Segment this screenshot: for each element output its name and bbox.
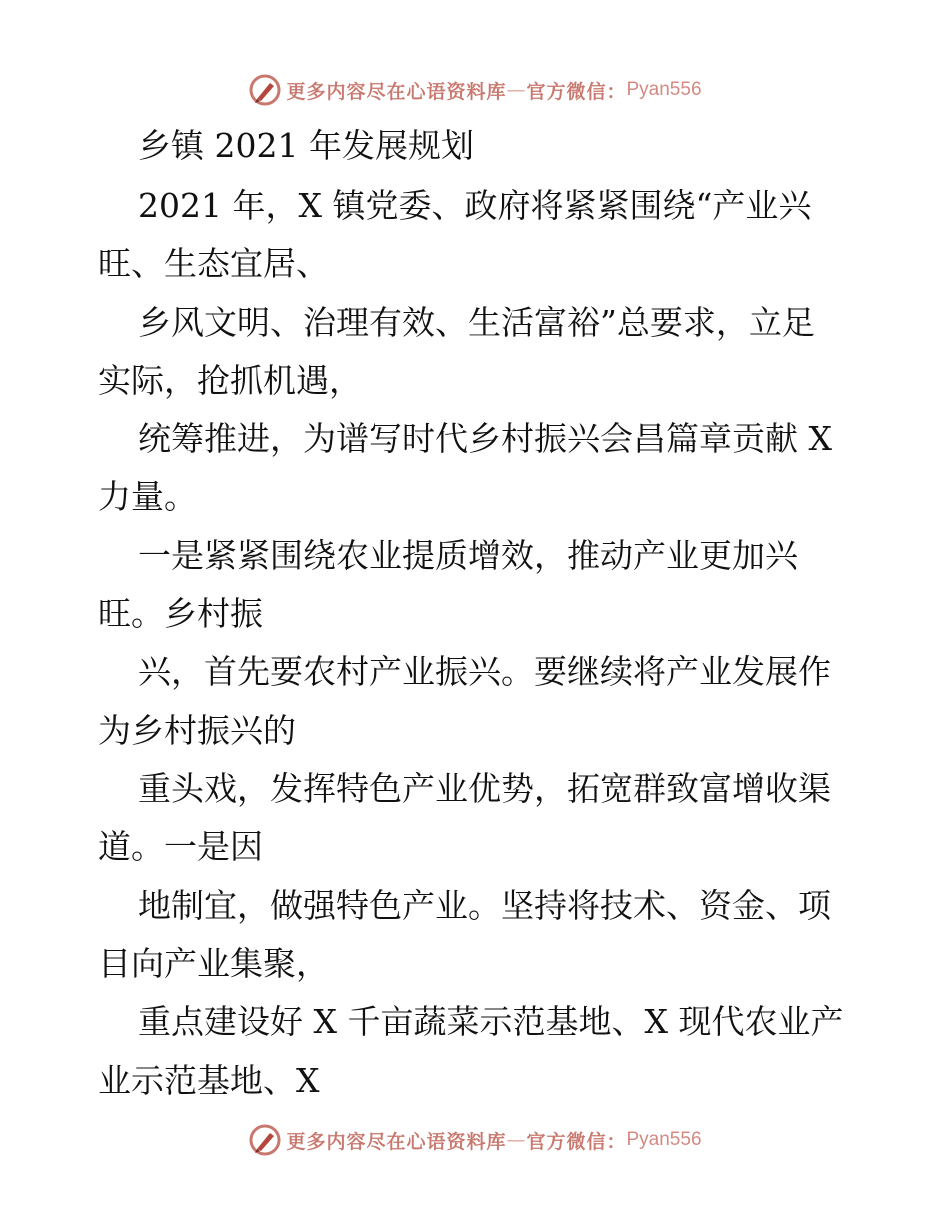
paragraph-line: 重点建设好 X 千亩蔬菜示范基地、X 现代农业产: [138, 1002, 844, 1041]
pen-logo-icon: [248, 1123, 282, 1157]
paragraph-line: 旺。乡村振: [98, 594, 263, 633]
watermark-id: Pyan556: [626, 1129, 702, 1150]
paragraph-line: 力量。: [98, 477, 197, 516]
watermark-separator: —: [506, 1129, 527, 1151]
watermark-separator: —: [506, 79, 527, 101]
document-title: 乡镇 2021 年发展规划: [138, 126, 474, 165]
paragraph-line: 实际，抢抓机遇，: [98, 361, 362, 400]
watermark-account-label: 官方微信：: [526, 1130, 627, 1153]
paragraph-line: 地制宜，做强特色产业。坚持将技术、资金、项: [138, 886, 831, 925]
watermark-id: Pyan556: [626, 79, 702, 100]
footer-watermark: [0, 1120, 950, 1160]
paragraph-line: 重头戏，发挥特色产业优势，拓宽群致富增收渠: [138, 769, 831, 808]
header-watermark: [0, 70, 950, 110]
watermark-text: 更多内容尽在心语资料库: [286, 1130, 507, 1153]
paragraph-line: 为乡村振兴的: [98, 711, 296, 750]
paragraph-line: 目向产业集聚，: [98, 944, 329, 983]
paragraph-line: 2021 年，X 镇党委、政府将紧紧围绕“产业兴: [138, 186, 812, 225]
paragraph-line: 兴，首先要农村产业振兴。要继续将产业发展作: [138, 652, 831, 691]
paragraph-line: 旺、生态宜居、: [98, 244, 329, 283]
watermark-text: 更多内容尽在心语资料库: [286, 80, 507, 103]
watermark-account-label: 官方微信：: [526, 80, 627, 103]
paragraph-line: 业示范基地、X: [98, 1061, 320, 1100]
paragraph-line: 统筹推进，为谱写时代乡村振兴会昌篇章贡献 X: [138, 419, 832, 458]
paragraph-line: 乡风文明、治理有效、生活富裕”总要求，立足: [138, 303, 815, 342]
paragraph-line: 道。一是因: [98, 827, 263, 866]
pen-logo-icon: [248, 73, 282, 107]
paragraph-line: 一是紧紧围绕农业提质增效，推动产业更加兴: [138, 536, 798, 575]
